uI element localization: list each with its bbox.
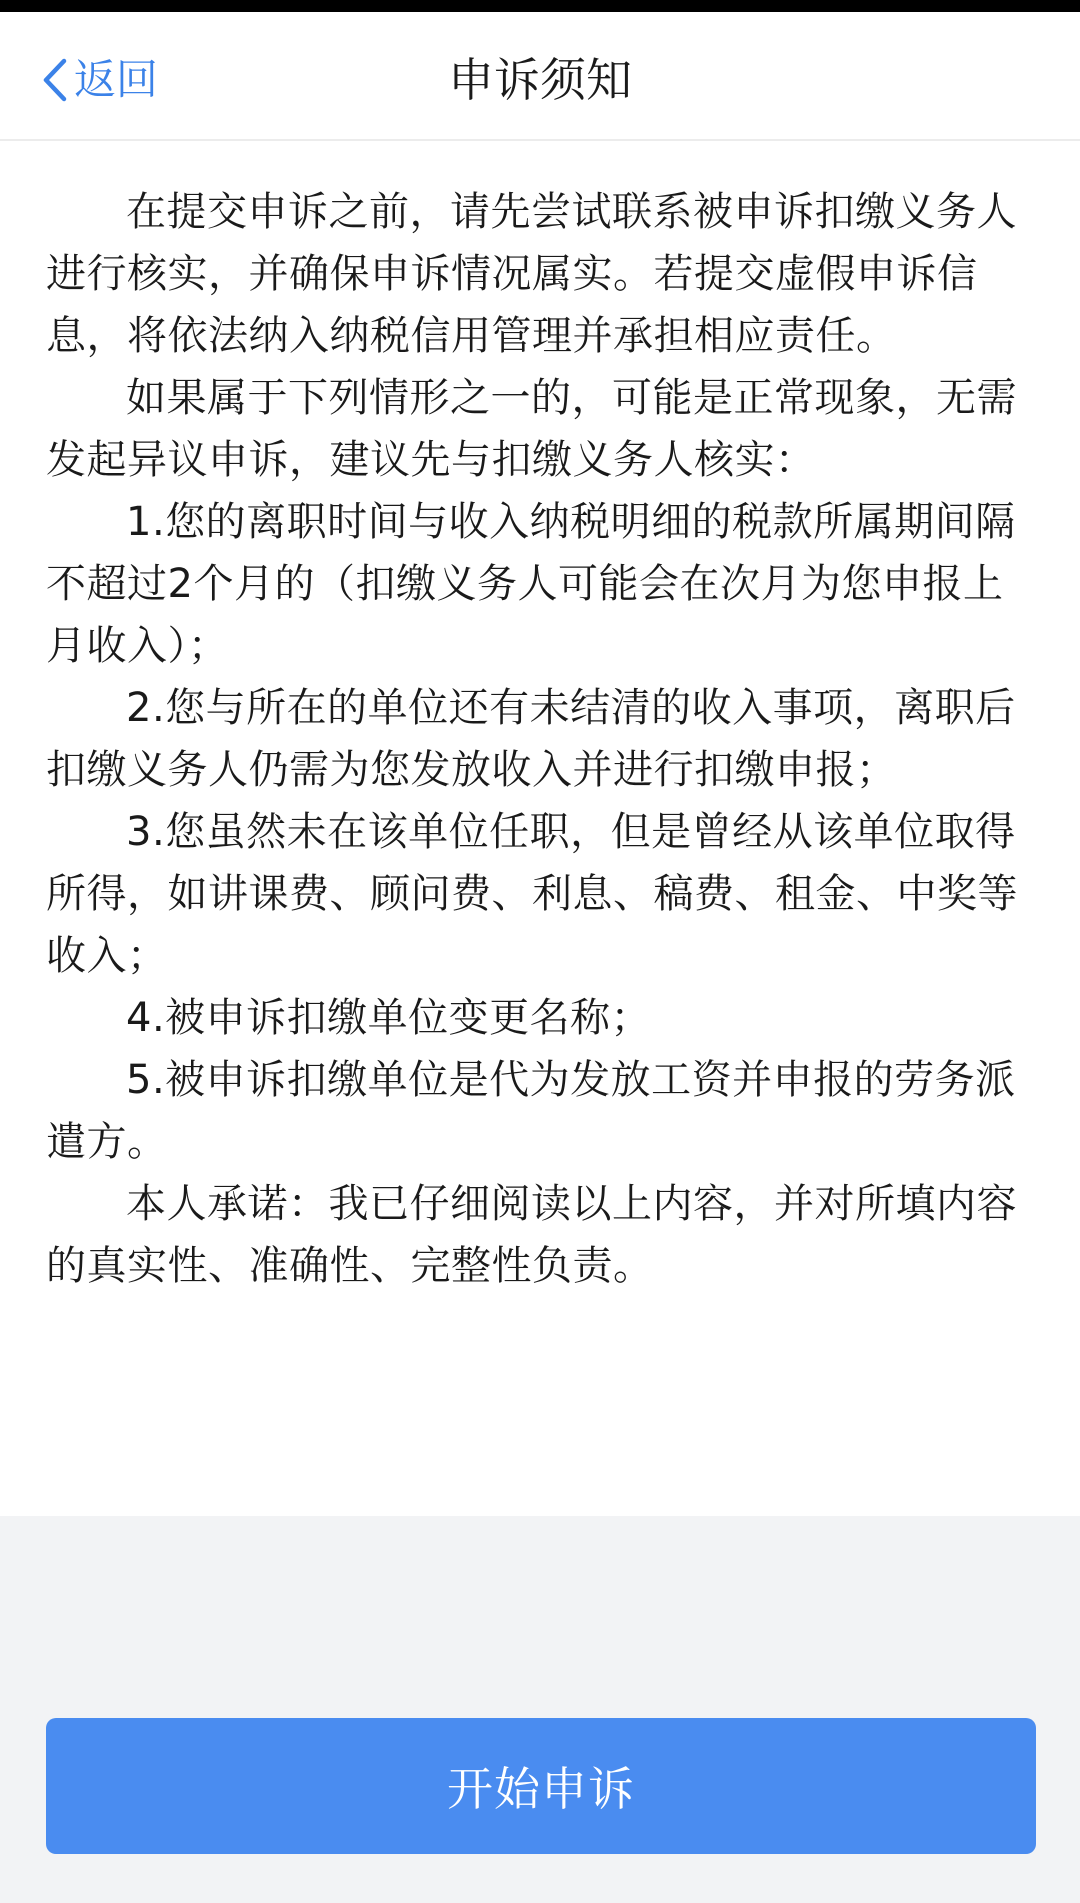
- notice-commitment: 本人承诺：我已仔细阅读以上内容，并对所填内容的真实性、准确性、完整性负责。: [46, 1181, 1017, 1289]
- notice-item-4: 4.被申诉扣缴单位变更名称；: [126, 995, 652, 1041]
- status-bar-edge: [0, 0, 1080, 12]
- notice-paragraph-intro: 在提交申诉之前，请先尝试联系被申诉扣缴义务人进行核实，并确保申诉情况属实。若提交虚假申诉信息，将依法纳入纳税信用管理并承担相应责任。: [46, 189, 1017, 359]
- back-label: 返回: [74, 55, 159, 104]
- footer-area: [0, 1516, 1080, 1903]
- page-title: 申诉须知: [448, 53, 632, 107]
- notice-paragraph-conditions: 如果属于下列情形之一的，可能是正常现象，无需发起异议申诉，建议先与扣缴义务人核实：: [46, 375, 1017, 483]
- notice-item-3: 3.您虽然未在该单位任职，但是曾经从该单位取得所得，如讲课费、顾问费、利息、稿费、租金、中奖等收入；: [46, 809, 1018, 979]
- notice-item-2: 2.您与所在的单位还有未结清的收入事项，离职后扣缴义务人仍需为您发放收入并进行扣缴申报；: [46, 685, 1016, 793]
- notice-item-5: 5.被申诉扣缴单位是代为发放工资并申报的劳务派遣方。: [46, 1057, 1016, 1165]
- nav-header: [0, 12, 1080, 141]
- notice-item-1: 1.您的离职时间与收入纳税明细的税款所属期间隔不超过2个月的（扣缴义务人可能会在次月为您申报上月收入）；: [46, 499, 1016, 669]
- start-appeal-button[interactable]: 开始申诉: [46, 1718, 1036, 1854]
- notice-content: [0, 141, 1080, 1516]
